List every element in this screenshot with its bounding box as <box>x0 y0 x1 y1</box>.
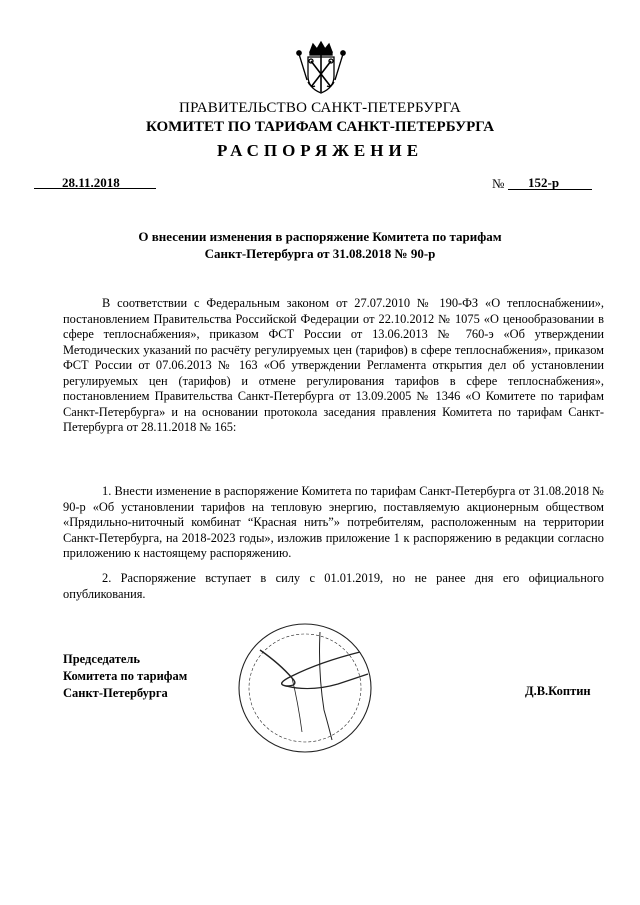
committee-name: КОМИТЕТ ПО ТАРИФАМ САНКТ-ПЕТЕРБУРГА <box>145 119 495 135</box>
signatory-title <box>63 651 187 702</box>
title-line-2: Санкт-Петербурга от 31.08.2018 № 90-р <box>204 246 436 261</box>
item-1-paragraph: 1. Внести изменение в распоряжение Комитета по тарифам Санкт-Петербурга от 31.08.2018 № 90-р «Об установлении тарифов на тепловую энергию, поставляемую акционерным обществом «Прядильно-ниточный комбинат “Красная нить”» потребителям, расположенным на территории Санкт-Петербурга, на 2018-2023 годы», изложив приложение 1 к распоряжению в редакции согласно приложению к настоящему распоряжению. <box>63 484 604 560</box>
signatory-name: Д.В.Коптин <box>525 684 591 698</box>
document-date: 28.11.2018 <box>62 175 120 190</box>
document-title <box>60 228 580 262</box>
official-stamp-with-signature <box>220 612 390 762</box>
coat-of-arms-icon <box>293 40 349 96</box>
item-2-paragraph: 2. Распоряжение вступает в силу с 01.01.2019, но не ранее дня его официального опубликования. <box>63 571 604 601</box>
signatory-title-line-2: Комитета по тарифам <box>63 669 188 683</box>
title-line-1: О внесении изменения в распоряжение Комитета по тарифам <box>138 229 502 244</box>
number-underline <box>508 189 592 190</box>
number-sign: № <box>492 176 505 191</box>
document-number: 152-р <box>528 175 560 190</box>
date-underline <box>34 188 156 189</box>
signatory-title-line-1: Председатель <box>63 652 141 666</box>
signatory-title-line-3: Санкт-Петербурга <box>63 686 168 700</box>
document-type: РАСПОРЯЖЕНИЕ <box>216 141 424 160</box>
preamble-paragraph: В соответствии с Федеральным законом от 27.07.2010 № 190-ФЗ «О теплоснабжении», постановлением Правительства Российской Федерации от 22.10.2012 № 1075 «О ценообразовании в сфере теплоснабжения», приказом ФСТ России от 13.06.2013 № 760-э «Об утверждении Методических указаний по расчёту регулируемых цен (тарифов) в сфере теплоснабжения», приказом ФСТ России от 07.06.2013 № 163 «Об утверждении Регламента открытия дел об установлении регулируемых цен (тарифов) и отмене регулирования тарифов в сфере теплоснабжения», постановлением Правительства Санкт-Петербурга от 13.09.2005 № 1346 «О Комитете по тарифам Санкт-Петербурга» и на основании протокола заседания правления Комитета по тарифам Санкт-Петербурга от 28.11.2018 № 165: <box>63 296 604 434</box>
government-name: ПРАВИТЕЛЬСТВО САНКТ-ПЕТЕРБУРГА <box>179 100 461 116</box>
